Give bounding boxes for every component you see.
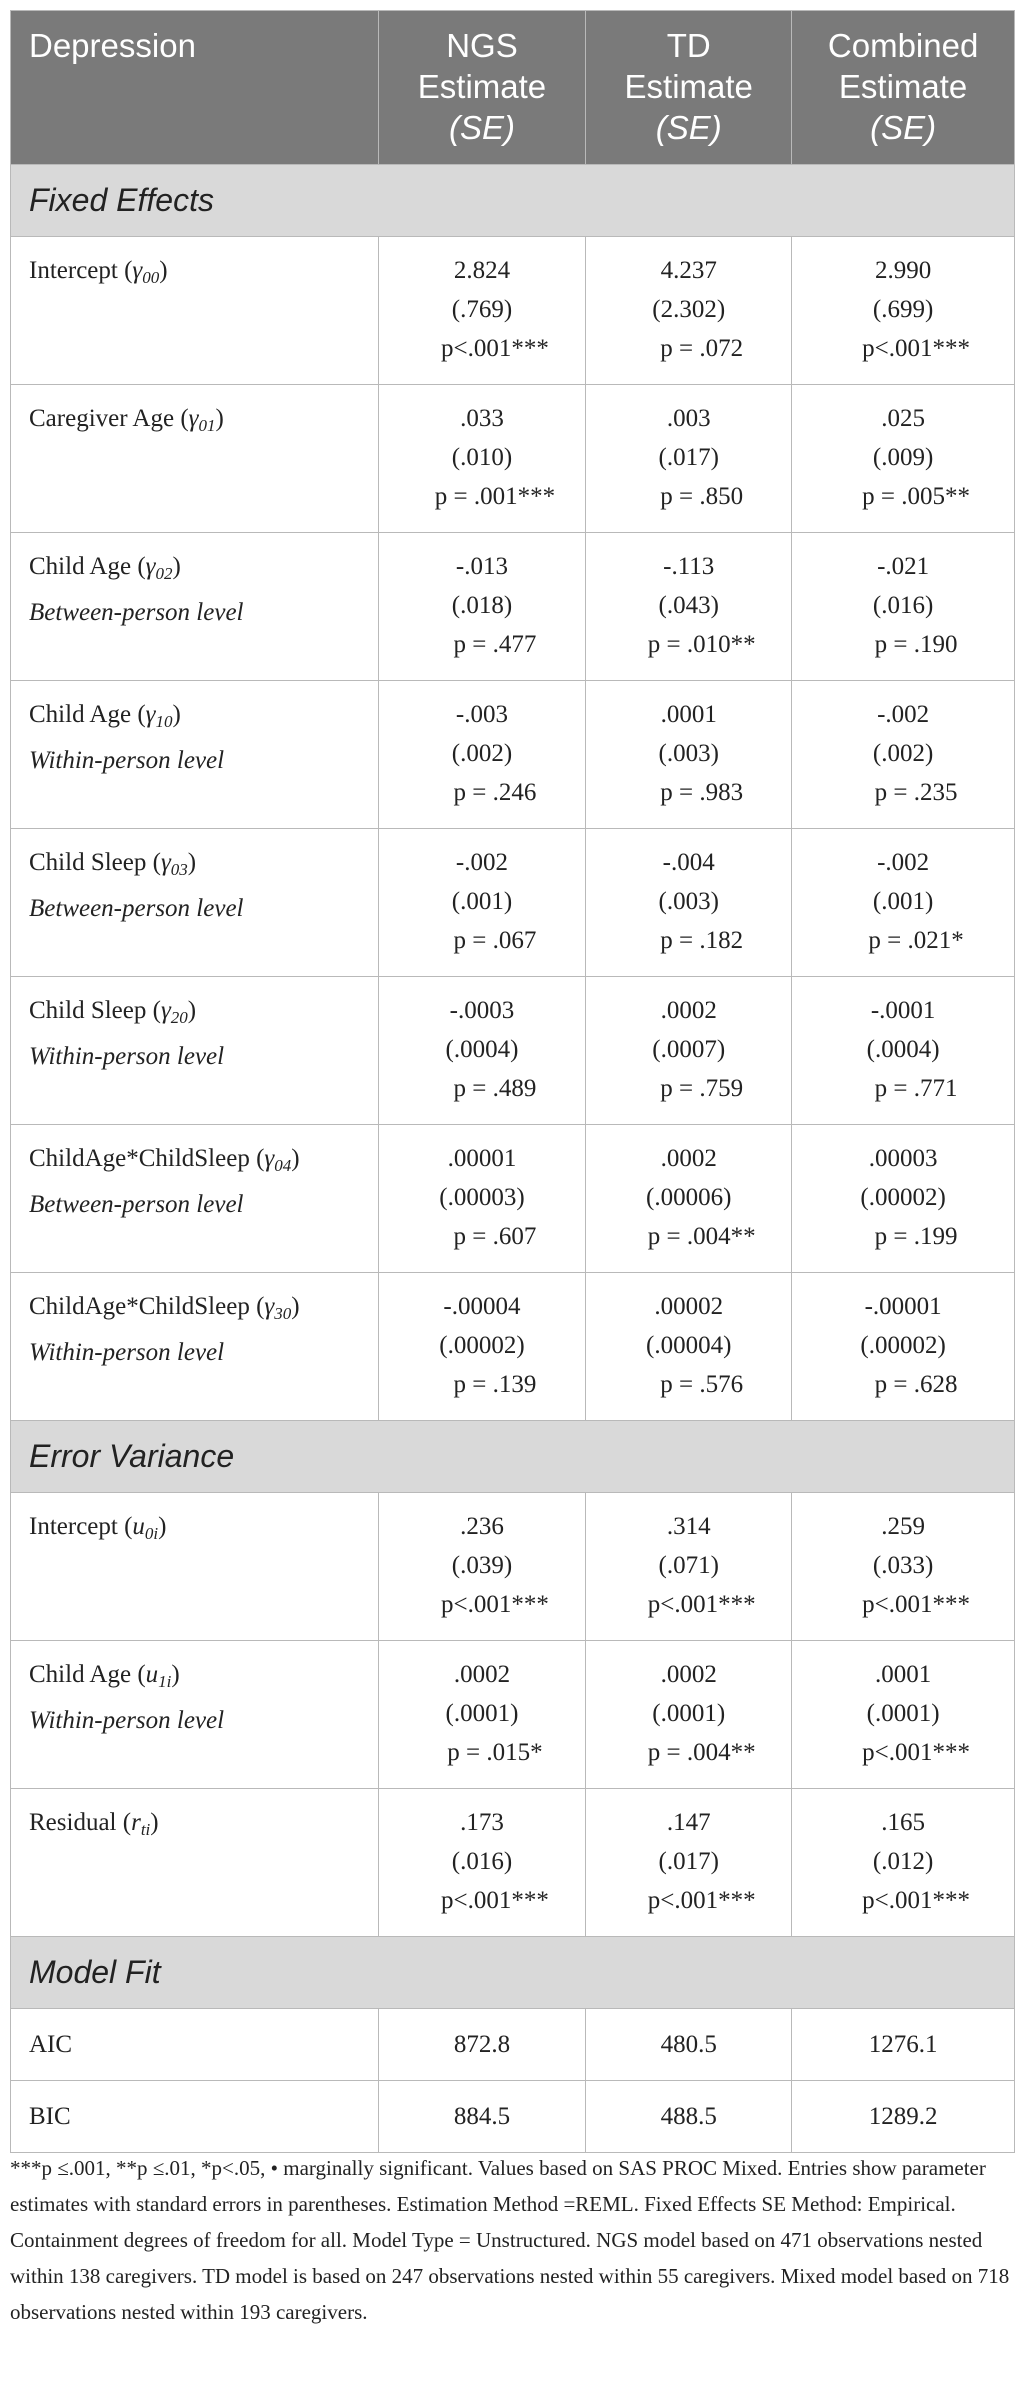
parameter-name: ChildAge*ChildSleep $(\gamma_{04})$ bbox=[29, 1145, 300, 1175]
value-cell-ngs bbox=[378, 1493, 586, 1641]
value-cell-comb bbox=[792, 829, 1015, 977]
estimate: .0002 bbox=[453, 1661, 511, 1688]
row-label bbox=[11, 1273, 379, 1421]
parameter-symbol: γ bbox=[188, 405, 199, 432]
standard-error: (.699) bbox=[872, 296, 934, 323]
estimate: .0001 bbox=[874, 1661, 932, 1688]
value-cell-td bbox=[586, 977, 792, 1125]
p-value: p = .628 bbox=[874, 1371, 958, 1398]
p-value: p<.001*** bbox=[441, 1887, 549, 1914]
parameter-label: Child Sleep bbox=[29, 997, 147, 1024]
fit-label: AIC bbox=[11, 2009, 379, 2081]
parameter-symbol: γ bbox=[160, 849, 171, 876]
p-value: p = .067 bbox=[453, 927, 537, 954]
parameter-name: Child Sleep $(\gamma_{20})$ bbox=[29, 997, 197, 1027]
estimate: .00001 bbox=[447, 1145, 517, 1172]
standard-error: (.001) bbox=[451, 888, 513, 915]
parameter-name: Child Sleep $(\gamma_{03})$ bbox=[29, 849, 197, 879]
p-value: p<.001*** bbox=[862, 1887, 971, 1914]
value-cell-td bbox=[586, 1125, 792, 1273]
parameter-symbol: γ bbox=[132, 257, 143, 284]
standard-error: (.00003) bbox=[439, 1184, 525, 1211]
parameter-name: Intercept $(\gamma_{00})$ bbox=[29, 257, 168, 287]
parameter-symbol: u bbox=[132, 1513, 145, 1540]
value-cell-comb bbox=[792, 237, 1015, 385]
standard-error: (2.302) bbox=[652, 296, 726, 323]
parameter-label: Child Age bbox=[29, 701, 132, 728]
standard-error: (.018) bbox=[451, 592, 513, 619]
parameter-symbol: γ bbox=[145, 701, 156, 728]
standard-error: (.001) bbox=[872, 888, 934, 915]
parameter-subscript: 03 bbox=[170, 860, 188, 879]
value-cell-comb bbox=[792, 1493, 1015, 1641]
p-value: p = .489 bbox=[453, 1075, 537, 1102]
value-cell-ngs bbox=[378, 237, 586, 385]
value-cell-td bbox=[586, 1493, 792, 1641]
row-label bbox=[11, 385, 379, 533]
table-row bbox=[11, 1641, 1015, 1789]
standard-error: (.002) bbox=[872, 740, 934, 767]
estimate: -.113 bbox=[663, 553, 715, 580]
table-row bbox=[11, 2081, 1015, 2153]
parameter-subscript: 20 bbox=[170, 1008, 188, 1027]
header-ngs: NGS Estimate (SE) bbox=[378, 11, 586, 165]
p-value: p = .576 bbox=[660, 1371, 744, 1398]
estimate: -.003 bbox=[455, 701, 508, 728]
table-row bbox=[11, 829, 1015, 977]
standard-error: (.00002) bbox=[860, 1332, 946, 1359]
p-value: p<.001*** bbox=[862, 1591, 971, 1618]
parameter-level: Within-person level bbox=[29, 1707, 225, 1734]
parameter-subscript: 1i bbox=[158, 1672, 172, 1691]
table-row bbox=[11, 385, 1015, 533]
value-cell-ngs bbox=[378, 977, 586, 1125]
table-row bbox=[11, 1273, 1015, 1421]
p-value: p = .199 bbox=[874, 1223, 958, 1250]
estimate: -.002 bbox=[877, 701, 930, 728]
parameter-name: Residual $(r_{ti})$ bbox=[29, 1809, 159, 1839]
standard-error: (.0001) bbox=[652, 1700, 726, 1727]
standard-error: (.0004) bbox=[445, 1036, 519, 1063]
standard-error: (.0004) bbox=[866, 1036, 940, 1063]
estimate: -.002 bbox=[455, 849, 508, 876]
p-value: p = .004** bbox=[647, 1223, 756, 1250]
row-label bbox=[11, 533, 379, 681]
parameter-label: ChildAge*ChildSleep bbox=[29, 1293, 250, 1320]
header-td: TD Estimate (SE) bbox=[586, 11, 792, 165]
p-value: p = .010** bbox=[647, 631, 756, 658]
standard-error: (.0001) bbox=[866, 1700, 940, 1727]
parameter-name: Intercept $(u_{0i})$ bbox=[29, 1513, 167, 1543]
standard-error: (.010) bbox=[451, 444, 513, 471]
fit-value-comb: 1289.2 bbox=[792, 2081, 1015, 2153]
parameter-name: Child Age $(\gamma_{02})$ bbox=[29, 553, 181, 583]
fit-value-td: 480.5 bbox=[586, 2009, 792, 2081]
standard-error: (.0001) bbox=[445, 1700, 519, 1727]
estimate: -.021 bbox=[877, 553, 930, 580]
estimate: 4.237 bbox=[660, 257, 717, 284]
parameter-label: ChildAge*ChildSleep bbox=[29, 1145, 250, 1172]
parameter-symbol: γ bbox=[264, 1145, 275, 1172]
value-cell-td bbox=[586, 237, 792, 385]
p-value: p = .139 bbox=[453, 1371, 537, 1398]
parameter-level: Between-person level bbox=[29, 895, 244, 922]
estimate: .0002 bbox=[660, 997, 717, 1024]
parameter-subscript: 30 bbox=[274, 1304, 292, 1323]
parameter-level: Within-person level bbox=[29, 1339, 225, 1366]
table-row bbox=[11, 681, 1015, 829]
section-title: Fixed Effects bbox=[11, 165, 1015, 237]
parameter-subscript: 0i bbox=[144, 1524, 159, 1543]
estimate: -.004 bbox=[662, 849, 715, 876]
value-cell-td bbox=[586, 385, 792, 533]
parameter-level: Within-person level bbox=[29, 747, 225, 774]
estimate: 2.990 bbox=[874, 257, 932, 284]
parameter-symbol: u bbox=[145, 1661, 159, 1688]
estimate: .314 bbox=[666, 1513, 711, 1540]
p-value: p = .246 bbox=[453, 779, 537, 806]
value-cell-comb bbox=[792, 1789, 1015, 1937]
fit-label: BIC bbox=[11, 2081, 379, 2153]
estimate: .00002 bbox=[654, 1293, 724, 1320]
header-depression: Depression bbox=[11, 11, 379, 165]
p-value: p = .001*** bbox=[434, 483, 556, 510]
p-value: p = .850 bbox=[660, 483, 744, 510]
value-cell-comb bbox=[792, 1641, 1015, 1789]
standard-error: (.0007) bbox=[652, 1036, 726, 1063]
parameter-label: Intercept bbox=[29, 1513, 118, 1540]
section-model-fit bbox=[11, 1937, 1015, 2009]
parameter-subscript: ti bbox=[140, 1820, 151, 1839]
p-value: p = .759 bbox=[660, 1075, 744, 1102]
parameter-subscript: 01 bbox=[198, 416, 216, 435]
p-value: p = .005** bbox=[862, 483, 971, 510]
parameter-symbol: γ bbox=[145, 553, 156, 580]
value-cell-ngs bbox=[378, 1125, 586, 1273]
header-row bbox=[11, 11, 1015, 165]
p-value: p<.001*** bbox=[441, 1591, 549, 1618]
parameter-symbol: γ bbox=[264, 1293, 275, 1320]
value-cell-td bbox=[586, 533, 792, 681]
standard-error: (.00002) bbox=[439, 1332, 525, 1359]
parameter-subscript: 04 bbox=[274, 1156, 292, 1175]
parameter-subscript: 10 bbox=[155, 712, 173, 731]
p-value: p<.001*** bbox=[862, 1739, 971, 1766]
parameter-level: Within-person level bbox=[29, 1043, 225, 1070]
parameter-subscript: 00 bbox=[142, 268, 160, 287]
table-row bbox=[11, 1789, 1015, 1937]
value-cell-ngs bbox=[378, 1641, 586, 1789]
table-row bbox=[11, 977, 1015, 1125]
p-value: p = .190 bbox=[874, 631, 958, 658]
standard-error: (.017) bbox=[658, 444, 719, 471]
parameter-symbol: γ bbox=[160, 997, 171, 1024]
row-label bbox=[11, 1789, 379, 1937]
estimate: .025 bbox=[881, 405, 925, 432]
p-value: p = .771 bbox=[874, 1075, 958, 1102]
row-label bbox=[11, 977, 379, 1125]
estimate: 2.824 bbox=[453, 257, 511, 284]
estimate: .147 bbox=[666, 1809, 711, 1836]
estimate: .00003 bbox=[868, 1145, 938, 1172]
value-cell-ngs bbox=[378, 1789, 586, 1937]
estimate: .0002 bbox=[660, 1145, 717, 1172]
standard-error: (.00006) bbox=[646, 1184, 732, 1211]
estimate: -.00004 bbox=[443, 1293, 521, 1320]
section-title: Model Fit bbox=[11, 1937, 1015, 2009]
p-value: p = .072 bbox=[660, 335, 744, 362]
row-label bbox=[11, 829, 379, 977]
estimate: .0002 bbox=[660, 1661, 717, 1688]
parameter-label: Caregiver Age bbox=[29, 405, 175, 432]
parameter-label: Child Age bbox=[29, 1661, 132, 1688]
estimate: .165 bbox=[881, 1809, 925, 1836]
parameter-name: ChildAge*ChildSleep $(\gamma_{30})$ bbox=[29, 1293, 300, 1323]
estimate: -.002 bbox=[877, 849, 930, 876]
row-label bbox=[11, 1493, 379, 1641]
parameter-name: Child Age $(u_{1i})$ bbox=[29, 1661, 180, 1691]
p-value: p = .607 bbox=[453, 1223, 537, 1250]
standard-error: (.012) bbox=[872, 1848, 934, 1875]
p-value: p = .015* bbox=[447, 1739, 543, 1766]
parameter-subscript: 02 bbox=[155, 564, 173, 583]
row-label bbox=[11, 1641, 379, 1789]
standard-error: (.016) bbox=[872, 592, 934, 619]
estimate: .259 bbox=[881, 1513, 925, 1540]
fit-value-ngs: 884.5 bbox=[378, 2081, 586, 2153]
standard-error: (.033) bbox=[872, 1552, 934, 1579]
standard-error: (.003) bbox=[658, 740, 719, 767]
value-cell-comb bbox=[792, 385, 1015, 533]
row-label bbox=[11, 237, 379, 385]
header-combined: Combined Estimate (SE) bbox=[792, 11, 1015, 165]
value-cell-comb bbox=[792, 1125, 1015, 1273]
value-cell-comb bbox=[792, 681, 1015, 829]
p-value: p<.001*** bbox=[441, 335, 549, 362]
estimate: -.0001 bbox=[870, 997, 936, 1024]
estimate: .003 bbox=[666, 405, 711, 432]
section-fixed-effects bbox=[11, 165, 1015, 237]
standard-error: (.039) bbox=[451, 1552, 513, 1579]
value-cell-td bbox=[586, 1273, 792, 1421]
p-value: p = .182 bbox=[660, 927, 744, 954]
value-cell-ngs bbox=[378, 681, 586, 829]
regression-table bbox=[10, 10, 1015, 2153]
standard-error: (.017) bbox=[658, 1848, 719, 1875]
standard-error: (.769) bbox=[451, 296, 513, 323]
p-value: p = .983 bbox=[660, 779, 744, 806]
p-value: p = .477 bbox=[453, 631, 537, 658]
p-value: p = .004** bbox=[647, 1739, 756, 1766]
estimate: .0001 bbox=[660, 701, 717, 728]
estimate: -.013 bbox=[455, 553, 508, 580]
value-cell-comb bbox=[792, 977, 1015, 1125]
estimate: .033 bbox=[460, 405, 504, 432]
table-row bbox=[11, 1493, 1015, 1641]
fit-value-ngs: 872.8 bbox=[378, 2009, 586, 2081]
p-value: p = .021* bbox=[868, 927, 964, 954]
estimate: -.0003 bbox=[449, 997, 515, 1024]
table-row bbox=[11, 237, 1015, 385]
p-value: p<.001*** bbox=[862, 335, 971, 362]
standard-error: (.071) bbox=[658, 1552, 719, 1579]
parameter-name: Child Age $(\gamma_{10})$ bbox=[29, 701, 181, 731]
p-value: p<.001*** bbox=[647, 1887, 756, 1914]
standard-error: (.016) bbox=[451, 1848, 513, 1875]
estimate: .236 bbox=[460, 1513, 504, 1540]
value-cell-ngs bbox=[378, 829, 586, 977]
parameter-level: Between-person level bbox=[29, 1191, 244, 1218]
parameter-label: Residual bbox=[29, 1809, 117, 1836]
standard-error: (.043) bbox=[658, 592, 719, 619]
value-cell-td bbox=[586, 829, 792, 977]
value-cell-comb bbox=[792, 1273, 1015, 1421]
standard-error: (.00002) bbox=[860, 1184, 946, 1211]
table-row bbox=[11, 2009, 1015, 2081]
value-cell-td bbox=[586, 1789, 792, 1937]
row-label bbox=[11, 681, 379, 829]
parameter-level: Between-person level bbox=[29, 599, 244, 626]
section-title: Error Variance bbox=[11, 1421, 1015, 1493]
standard-error: (.009) bbox=[872, 444, 934, 471]
value-cell-comb bbox=[792, 533, 1015, 681]
value-cell-ngs bbox=[378, 385, 586, 533]
fit-value-comb: 1276.1 bbox=[792, 2009, 1015, 2081]
p-value: p<.001*** bbox=[647, 1591, 756, 1618]
parameter-name: Caregiver Age $(\gamma_{01})$ bbox=[29, 405, 224, 435]
estimate: -.00001 bbox=[864, 1293, 942, 1320]
standard-error: (.00004) bbox=[646, 1332, 732, 1359]
parameter-label: Child Age bbox=[29, 553, 132, 580]
table-row bbox=[11, 533, 1015, 681]
table-row bbox=[11, 1125, 1015, 1273]
fit-value-td: 488.5 bbox=[586, 2081, 792, 2153]
parameter-symbol: r bbox=[131, 1809, 141, 1836]
estimate: .173 bbox=[460, 1809, 504, 1836]
value-cell-ngs bbox=[378, 1273, 586, 1421]
parameter-label: Child Sleep bbox=[29, 849, 147, 876]
value-cell-ngs bbox=[378, 533, 586, 681]
row-label bbox=[11, 1125, 379, 1273]
table-footnote: ***p ≤.001, **p ≤.01, *p<.05, • marginally significant. Values based on SAS PROC Mixed. Entries show parameter estimates with standard errors in parentheses. Estimation Method =REML. Fixed Effects SE Method: Empirical. Containment degrees of freedom for all. Model Type = Unstructured. NGS model based on 471 observations nested within 138 caregivers. TD model is based on 247 observations nested within 55 caregivers. Mixed model based on 718 observations nested within 193 caregivers. bbox=[10, 2156, 1010, 2324]
parameter-label: Intercept bbox=[29, 257, 118, 284]
section-error-variance bbox=[11, 1421, 1015, 1493]
standard-error: (.003) bbox=[658, 888, 719, 915]
standard-error: (.002) bbox=[451, 740, 513, 767]
p-value: p = .235 bbox=[874, 779, 958, 806]
value-cell-td bbox=[586, 681, 792, 829]
value-cell-td bbox=[586, 1641, 792, 1789]
